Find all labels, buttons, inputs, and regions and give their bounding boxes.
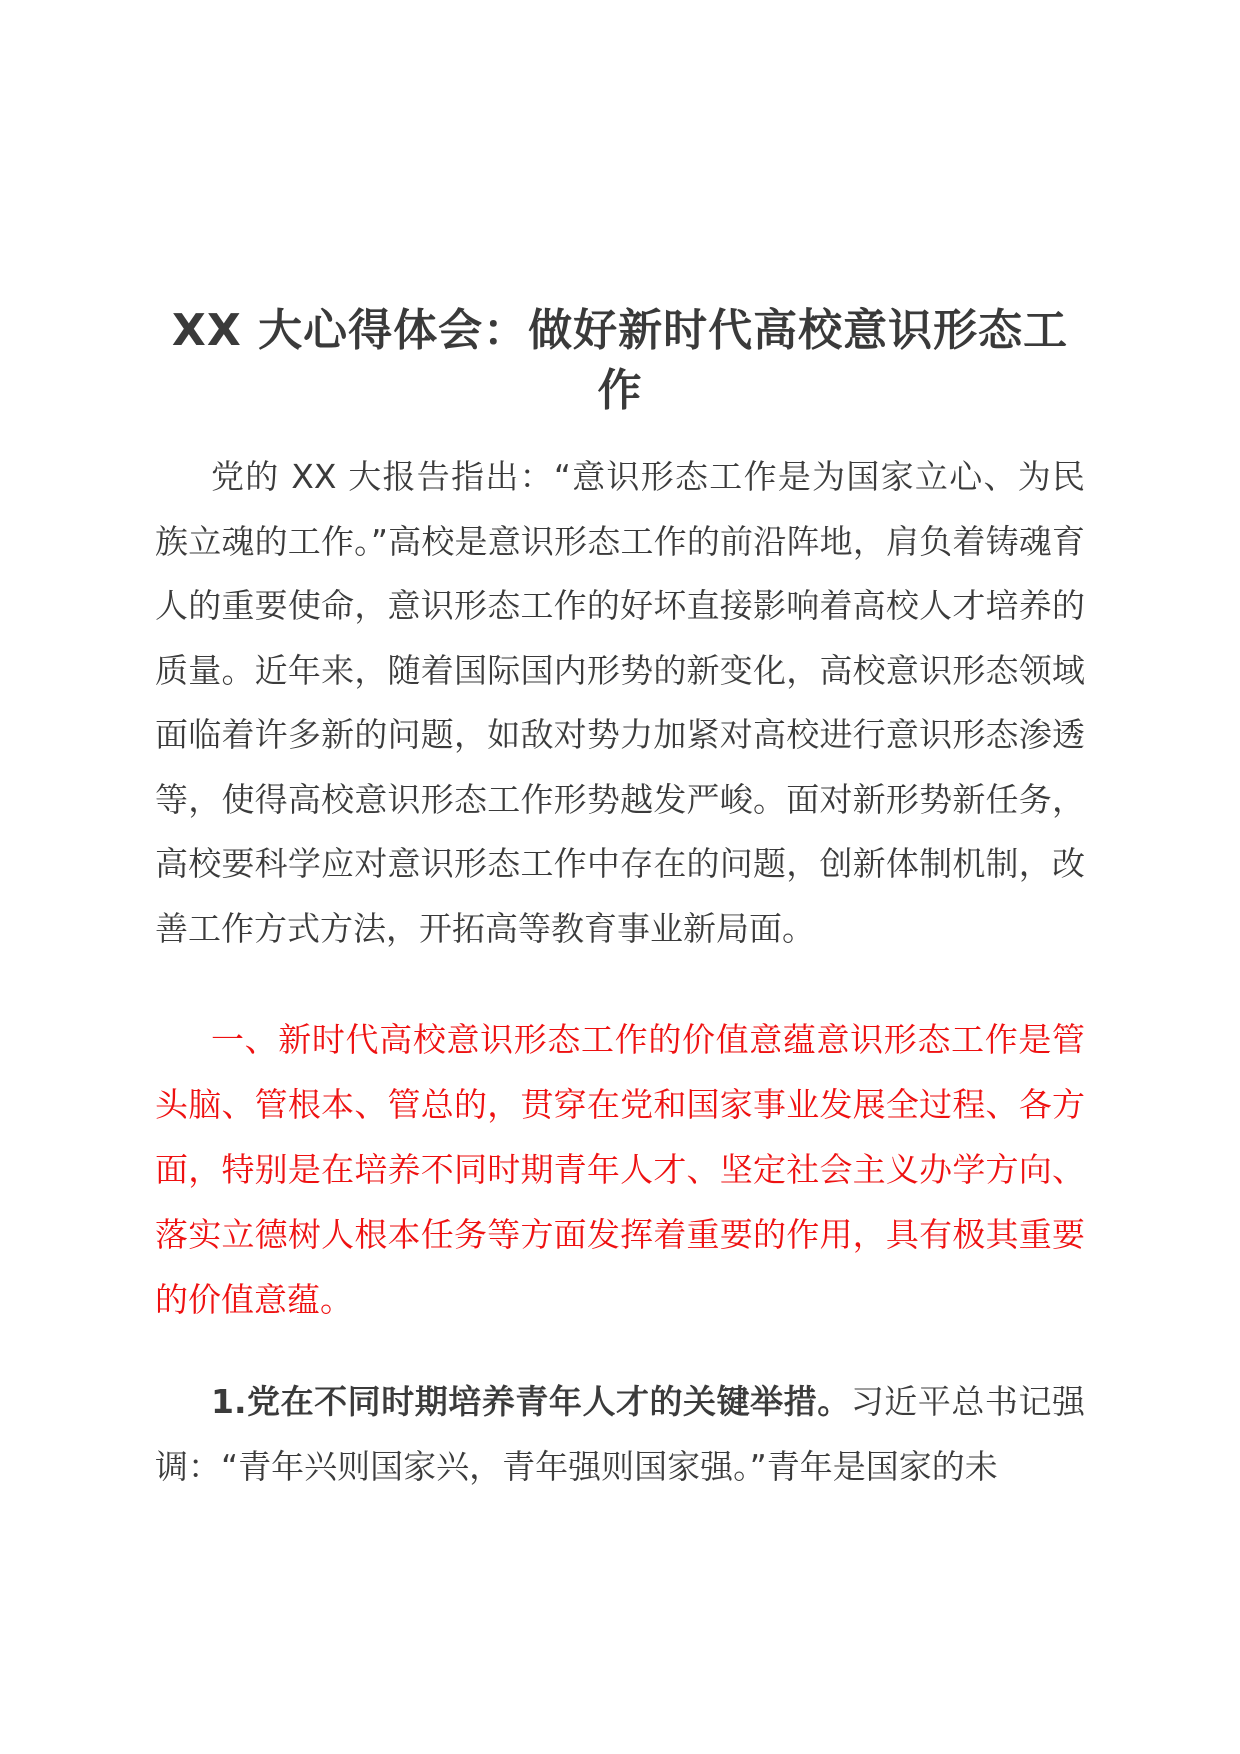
point-one-text: 习近平总书记强调：“青年兴则国家兴，青年强则国家强。”青年是国家的未 xyxy=(155,1382,1086,1486)
intro-paragraph: 党的 XX 大报告指出：“意识形态工作是为国家立心、为民族立魂的工作。”高校是意识形态工作的前沿阵地，肩负着铸魂育人的重要使命，意识形态工作的好坏直接影响着高校人才培养的质量。近年来，随着国际国内形势的新变化，高校意识形态领域面临着许多新的问题，如敌对势力加紧对高校进行意识形态渗透等，使得高校意识形态工作形势越发严峻。面对新形势新任务，高校要科学应对意识形态工作中存在的问题，创新体制机制，改善工作方式方法，开拓高等教育事业新局面。 xyxy=(155,457,1085,948)
point-one-paragraph xyxy=(155,1370,1085,1499)
point-one-heading: 1.党在不同时期培养青年人才的关键举措。 xyxy=(211,1382,851,1421)
section-one-paragraph: 一、新时代高校意识形态工作的价值意蕴意识形态工作是管头脑、管根本、管总的，贯穿在党和国家事业发展全过程、各方面，特别是在培养不同时期青年人才、坚定社会主义办学方向、落实立德树人根本任务等方面发挥着重要的作用，具有极其重要的价值意蕴。 xyxy=(155,1020,1085,1319)
document-title: XX 大心得体会：做好新时代高校意识形态工作 xyxy=(171,305,1069,417)
